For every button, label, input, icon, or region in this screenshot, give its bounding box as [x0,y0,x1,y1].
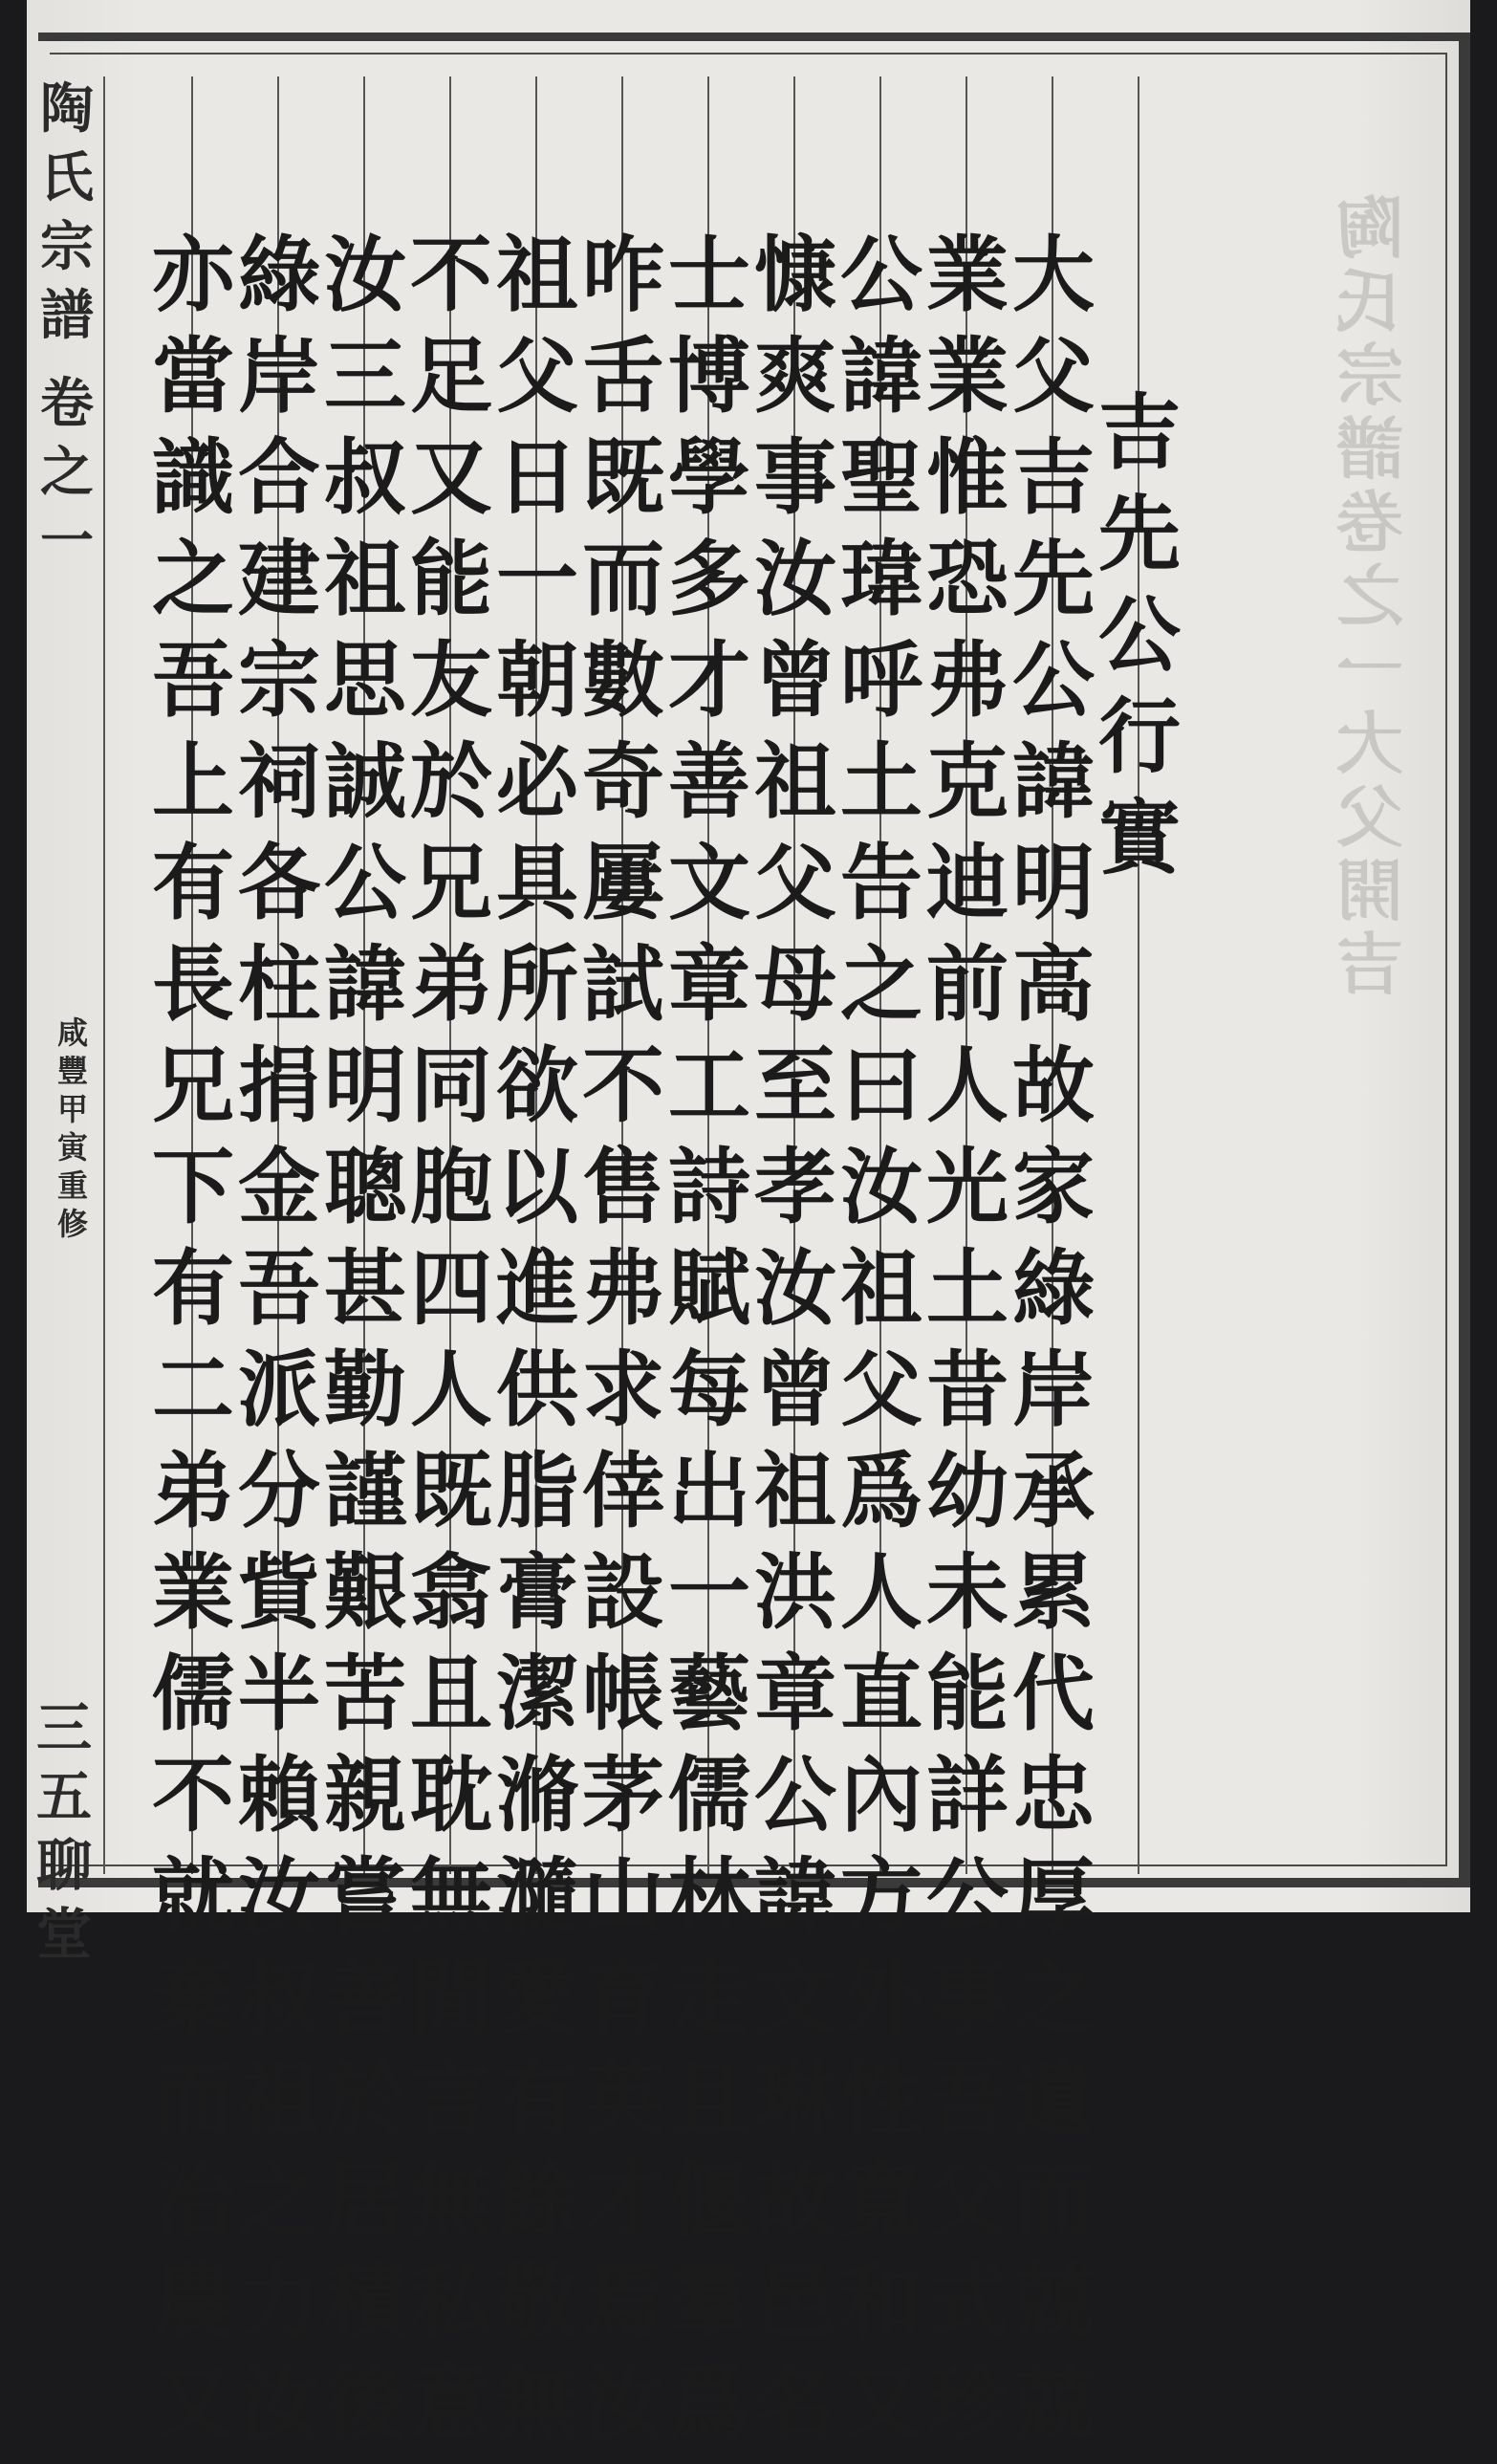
glyph: 克 [926,733,1009,830]
glyph: 焉 [582,2254,664,2350]
glyph: 愛 [496,1950,578,2046]
glyph: 二 [152,1341,234,1438]
glyph: 譜 [40,284,94,347]
glyph: 祖 [754,733,836,830]
glyph: 閒 [410,1950,492,2046]
glyph: 所 [496,936,578,1033]
glyph: 親 [324,1747,406,1843]
glyph: 分 [238,1443,320,1539]
glyph: 聰 [324,1139,406,1235]
genealogy-page [27,0,1470,2452]
glyph: 家 [1012,1139,1095,1235]
glyph: 孝 [754,1139,836,1235]
glyph: 欲 [496,1037,578,1134]
glyph: 金 [238,1139,320,1235]
glyph: 和 [840,2254,922,2350]
glyph: 琳 [754,2051,836,2148]
glyph: 承 [1012,1443,1095,1539]
glyph: 告 [840,835,922,931]
glyph: 至 [754,1037,836,1134]
glyph: 捐 [238,1037,320,1134]
glyph: 無 [496,2355,578,2452]
glyph: 苦 [324,1646,406,1742]
glyph: 人 [840,1544,922,1641]
glyph: 人 [926,1037,1009,1134]
glyph: 胞 [410,1139,492,1235]
glyph: 諱 [840,328,922,425]
glyph: 有 [152,1240,234,1337]
glyph: 儒 [668,1747,750,1843]
glyph: 厚 [1012,1848,1095,1945]
glyph: 綠 [238,227,320,323]
glyph: 三 [36,1695,93,1760]
glyph: 又 [840,2355,922,2452]
glyph: 業 [926,328,1009,425]
glyph: 岸 [1012,1341,1095,1438]
glyph: 屢 [582,835,664,931]
volume-label [40,361,94,573]
glyph: 滫 [496,1747,578,1843]
glyph: 明 [1012,835,1095,931]
glyph: 博 [668,328,750,425]
glyph: 咋 [582,227,664,323]
glyph: 三 [324,328,406,425]
column-rule [103,76,105,1874]
glyph: 既 [582,429,664,526]
glyph: 汝 [840,1139,922,1235]
glyph: 潔 [496,1646,578,1742]
glyph: 父 [1012,328,1095,425]
glyph: 一 [40,510,94,573]
glyph: 柱 [238,936,320,1033]
glyph: 實 [1098,790,1181,886]
glyph: 求 [582,1341,664,1438]
glyph: 學 [668,429,750,526]
glyph: 積 [324,2254,406,2350]
glyph: 公 [1098,587,1181,684]
glyph: 茅 [582,1747,664,1843]
glyph: 外 [840,1950,922,2046]
glyph: 諱 [754,1848,836,1945]
text-column-11 [140,227,247,2452]
glyph: 設 [582,1544,664,1641]
glyph: 下 [152,1139,234,1235]
glyph: 方 [840,1848,922,1945]
glyph: 兢 [1012,2254,1095,2350]
glyph: 無 [410,1848,492,1945]
glyph: 前 [926,936,1009,1033]
glyph: 恐 [926,531,1009,627]
glyph: 大 [1012,227,1095,323]
glyph: 山 [582,1848,664,1945]
glyph: 走 [668,1950,750,2046]
glyph: 膏 [496,1544,578,1641]
glyph: 有 [496,2051,578,2148]
glyph: 半 [238,1646,320,1742]
glyph: 爽 [754,328,836,425]
glyph: 賦 [668,1240,750,1337]
glyph: 進 [496,1240,578,1337]
glyph: 艱 [324,1544,406,1641]
glyph: 業 [152,1544,234,1641]
glyph: 洪 [754,1544,836,1641]
glyph: 且 [668,2051,750,2148]
glyph: 且 [410,1646,492,1742]
glyph: 出 [668,1443,750,1539]
glyph: 叔 [324,429,406,526]
glyph: 脂 [496,1443,578,1539]
glyph: 誠 [324,733,406,830]
glyph: 聖 [840,429,922,526]
glyph: 力 [238,2254,320,2350]
glyph: 於 [410,733,492,830]
glyph: 祖 [840,1240,922,1337]
glyph: 友 [410,632,492,729]
glyph: 棄 [152,1950,234,2046]
glyph: 於 [324,2051,406,2148]
glyph: 而 [1012,2152,1095,2249]
glyph: 汝 [324,227,406,323]
glyph: 具 [496,835,578,931]
glyph: 公 [926,1848,1009,1945]
glyph: 耽 [410,1747,492,1843]
glyph: 無 [410,2152,492,2249]
glyph: 能 [926,1646,1009,1742]
glyph: 餘 [496,2152,578,2249]
glyph: 祖 [496,227,578,323]
glyph: 羣 [668,2254,750,2350]
glyph: 土 [926,1240,1009,1337]
glyph: 日 [496,429,578,526]
glyph: 足 [410,328,492,425]
glyph: 母 [754,936,836,1033]
glyph: 吉 [1012,429,1095,526]
glyph: 售 [582,1139,664,1235]
glyph: 意 [410,2355,492,2452]
glyph: 文 [754,1950,836,2046]
glyph: 汝 [582,2355,664,2452]
bleed-glyph: 吉 [1336,925,1403,1004]
glyph: 工 [668,1037,750,1134]
glyph: 亦 [152,227,234,323]
glyph: 言 [410,2051,492,2148]
glyph: 帳 [582,1646,664,1742]
glyph: 敬 [496,2254,578,2350]
glyph: 派 [238,1341,320,1438]
glyph: 諱 [1012,733,1095,830]
glyph: 爲 [668,2355,750,2452]
glyph: 豐 [57,1053,89,1089]
glyph: 未 [926,1544,1009,1641]
glyph: 遺 [1012,2051,1095,2148]
book-title [40,67,94,347]
glyph: 名 [754,2355,836,2452]
glyph: 父 [926,2152,1009,2249]
bleed-glyph: 宗 [1336,336,1403,415]
glyph: 式 [926,2254,1009,2350]
bleed-glyph: 陶 [1336,188,1403,268]
glyph: 祖 [754,1443,836,1539]
glyph: 詩 [668,1139,750,1235]
glyph: 勤 [324,1341,406,1438]
glyph: 英 [582,2051,664,2148]
glyph: 瑋 [840,531,922,627]
glyph: 才 [582,2152,664,2249]
glyph: 邑 [754,2254,836,2350]
glyph: 吉 [1098,384,1181,481]
glyph: 以 [496,1139,578,1235]
glyph: 又 [152,2355,234,2452]
glyph: 累 [1012,1544,1095,1641]
glyph: 一 [496,531,578,627]
glyph: 綠 [1012,1240,1095,1337]
glyph: 吾 [238,1240,320,1337]
glyph: 後 [324,2355,406,2452]
glyph: 呼 [840,632,922,729]
bleed-glyph: 開 [1336,851,1403,930]
glyph: 人 [410,1341,492,1438]
bleed-glyph: 大 [1336,704,1403,783]
glyph: 祖 [324,531,406,627]
glyph: 私 [410,2254,492,2350]
glyph: 善 [668,733,750,830]
glyph: 奇 [582,733,664,830]
glyph: 甲 [57,1091,89,1127]
glyph: 直 [840,1646,922,1742]
glyph: 公 [1012,632,1095,729]
glyph: 代 [1012,1646,1095,1742]
glyph: 多 [668,531,750,627]
column-text [145,227,241,2464]
glyph: 祖 [238,2051,320,2148]
glyph: 內 [840,1747,922,1843]
glyph: 能 [410,531,492,627]
glyph: 惟 [926,429,1009,526]
glyph: 一 [668,1544,750,1641]
glyph: 同 [410,1037,492,1134]
glyph: 林 [668,1848,750,1945]
glyph: 幼 [926,1443,1009,1539]
glyph: 光 [926,1139,1009,1235]
glyph: 每 [668,1341,750,1438]
glyph: 故 [1012,1037,1095,1134]
glyph: 之 [840,936,922,1033]
glyph: 慷 [754,227,836,323]
glyph: 儒 [152,1646,234,1742]
bleed-glyph: 卷 [1336,483,1403,562]
glyph: 有 [152,835,234,931]
glyph: 長 [152,936,234,1033]
glyph: 業 [926,227,1009,323]
edition-text [57,1009,89,1242]
glyph: 修 [57,1206,89,1242]
glyph: 治 [152,2152,234,2249]
glyph: 之 [1012,1950,1095,2046]
glyph: 偃 [668,2152,750,2249]
glyph: 諱 [324,936,406,1033]
glyph: 忠 [1012,1747,1095,1843]
glyph: 父 [496,328,578,425]
bleed-glyph: 父 [1336,777,1403,857]
glyph: 不 [582,1037,664,1134]
bleed-glyph: 氏 [1336,262,1403,341]
glyph: 曾 [754,1341,836,1438]
glyph: 各 [238,835,320,931]
glyph: 藝 [668,1646,750,1742]
glyph: 善 [324,1950,406,2046]
glyph: 宗 [238,632,320,729]
book-title-and-volume [36,67,98,573]
glyph: 事 [926,1950,1009,2046]
glyph: 明 [324,1037,406,1134]
glyph: 先 [1098,486,1181,582]
glyph: 之 [238,2152,320,2249]
glyph: 兄 [410,835,492,931]
glyph: 就 [152,1848,234,1945]
glyph: 爲 [840,1443,922,1539]
glyph: 寬 [840,2152,922,2249]
bleed-glyph: 一 [1336,630,1403,709]
glyph: 之 [152,531,234,627]
glyph: 性 [840,2051,922,2148]
glyph: 章 [668,936,750,1033]
glyph: 弗 [926,632,1009,729]
glyph: 瀡 [496,1848,578,1945]
glyph: 文 [668,835,750,931]
glyph: 父 [840,1341,922,1438]
glyph: 而 [582,531,664,627]
glyph: 居 [324,2152,406,2249]
glyph: 才 [668,632,750,729]
glyph: 貲 [238,1544,320,1641]
glyph: 而 [152,2051,234,2148]
glyph: 弗 [582,1240,664,1337]
glyph: 弟 [152,1443,234,1539]
glyph: 昔 [926,1341,1009,1438]
glyph: 育 [582,1950,664,2046]
glyph: 珍 [926,2355,1009,2452]
glyph: 五 [36,1764,93,1829]
glyph: 弟 [410,936,492,1033]
glyph: 又 [410,429,492,526]
glyph: 岸 [238,328,320,425]
glyph: 士 [668,227,750,323]
glyph: 吾 [152,632,234,729]
glyph: 之 [40,441,94,504]
glyph: 既 [410,1443,492,1539]
glyph: 卷 [40,372,94,435]
glyph: 數 [582,632,664,729]
glyph: 章 [754,1646,836,1742]
glyph: 詳 [926,1747,1009,1843]
hall-mark-text [36,1683,93,1967]
glyph: 嘗 [324,1848,406,1945]
glyph: 四 [410,1240,492,1337]
glyph: 陶 [40,77,94,141]
glyph: 寅 [57,1129,89,1166]
glyph: 故 [754,2152,836,2249]
glyph: 迪 [926,835,1009,931]
glyph: 氏 [40,146,94,209]
glyph: 公 [754,1747,836,1843]
glyph: 先 [1012,531,1095,627]
glyph: 重 [57,1167,89,1204]
glyph: 曰 [840,1037,922,1134]
glyph: 汝 [754,1240,836,1337]
bleed-glyph: 譜 [1336,409,1403,489]
glyph: 行 [1098,688,1181,785]
glyph: 高 [1012,936,1095,1033]
glyph: 思 [324,632,406,729]
glyph: 土 [840,733,922,830]
glyph: 公 [840,227,922,323]
glyph: 吾 [926,2051,1009,2148]
glyph: 曾 [754,632,836,729]
bleed-through-text [1308,188,1432,1386]
glyph: 不 [152,1747,234,1843]
glyph: 當 [152,328,234,425]
glyph: 倖 [582,1443,664,1539]
glyph: 合 [238,429,320,526]
glyph: 父 [754,835,836,931]
glyph: 朝 [496,632,578,729]
glyph: 祠 [238,733,320,830]
glyph: 兢 [1012,2355,1095,2452]
glyph: 試 [582,936,664,1033]
hall-mark [36,1683,93,1967]
bleed-glyph: 之 [1336,556,1403,636]
glyph: 謹 [324,1443,406,1539]
edition-note [57,1009,89,1242]
glyph: 汝 [238,2355,320,2452]
glyph: 汝 [754,531,836,627]
glyph: 供 [496,1341,578,1438]
glyph: 宗 [40,215,94,278]
glyph: 上 [152,733,234,830]
glyph: 建 [238,531,320,627]
glyph: 賴 [238,1747,320,1843]
glyph: 聊 [36,1833,93,1898]
glyph: 事 [754,429,836,526]
glyph: 舌 [582,328,664,425]
glyph: 農 [152,2254,234,2350]
glyph: 堂 [36,1902,93,1967]
book-margin [36,67,98,1967]
glyph: 識 [152,429,234,526]
glyph: 咸 [57,1014,89,1051]
glyph: 公 [324,835,406,931]
glyph: 汝 [238,1848,320,1945]
glyph: 不 [410,227,492,323]
glyph: 叔 [238,1950,320,2046]
glyph: 兄 [152,1037,234,1134]
glyph: 翕 [410,1544,492,1641]
glyph: 甚 [324,1240,406,1337]
glyph: 必 [496,733,578,830]
